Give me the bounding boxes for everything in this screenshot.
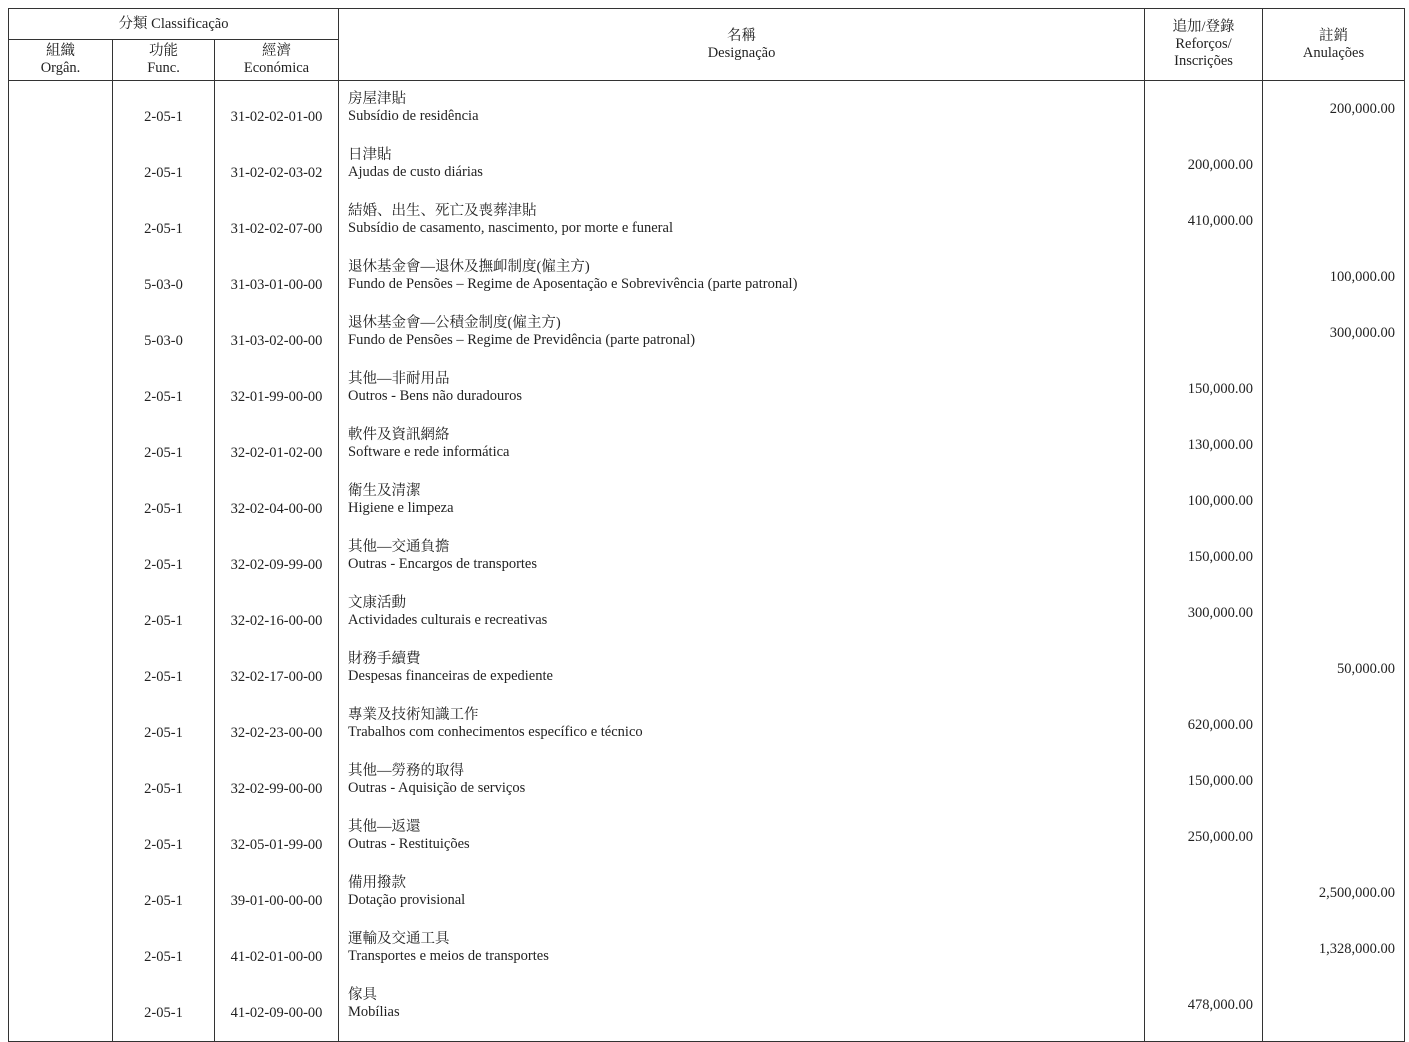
table-body — [9, 81, 1405, 1042]
eco-code: 41-02-01-00-00 — [215, 929, 339, 985]
designation-pt: Outras - Restituições — [348, 836, 470, 852]
organ-cell — [9, 201, 113, 257]
designation-zh: 傢具 — [348, 987, 378, 1003]
designation-zh: 房屋津貼 — [348, 91, 407, 107]
eco-code: 32-02-99-00-00 — [215, 761, 339, 817]
anulacoes-amount — [1263, 985, 1405, 1042]
reforcos-amount: 150,000.00 — [1145, 369, 1263, 425]
anulacoes-amount — [1263, 201, 1405, 257]
designation-zh: 備用撥款 — [348, 875, 407, 891]
eco-code: 32-02-16-00-00 — [215, 593, 339, 649]
designation-zh: 衛生及清潔 — [348, 483, 421, 499]
designation-pt: Outras - Encargos de transportes — [348, 556, 538, 572]
func-code: 2-05-1 — [113, 481, 215, 537]
designation-pt: Actividades culturais e recreativas — [348, 612, 548, 628]
anulacoes-amount — [1263, 593, 1405, 649]
reforcos-amount — [1145, 649, 1263, 705]
designation-pt: Dotação provisional — [348, 892, 466, 908]
eco-code: 32-02-09-99-00 — [215, 537, 339, 593]
func-code: 2-05-1 — [113, 369, 215, 425]
anulacoes-amount — [1263, 145, 1405, 201]
designation-pt: Trabalhos com conhecimentos específico e técnico — [348, 724, 643, 740]
func-header — [113, 40, 215, 81]
designation-pt: Despesas financeiras de expediente — [348, 668, 553, 684]
designation-cell — [339, 705, 1145, 761]
designation-zh: 運輸及交通工具 — [348, 931, 450, 947]
organ-header — [9, 40, 113, 81]
eco-code: 41-02-09-00-00 — [215, 985, 339, 1042]
header-gap — [9, 81, 1405, 90]
organ-cell — [9, 985, 113, 1042]
table-row — [9, 201, 1405, 257]
func-code: 5-03-0 — [113, 257, 215, 313]
organ-cell — [9, 481, 113, 537]
reforcos-label-pt1: Reforços/ — [1175, 36, 1232, 52]
eco-code: 31-03-02-00-00 — [215, 313, 339, 369]
designation-cell — [339, 593, 1145, 649]
organ-cell — [9, 929, 113, 985]
organ-cell — [9, 649, 113, 705]
designation-pt: Outras - Aquisição de serviços — [348, 780, 526, 796]
classification-label: 分類 Classificação — [118, 15, 229, 32]
designation-zh: 文康活動 — [348, 595, 407, 611]
designation-cell — [339, 481, 1145, 537]
reforcos-amount — [1145, 89, 1263, 145]
eco-header — [215, 40, 339, 81]
table-row — [9, 257, 1405, 313]
reforcos-amount: 130,000.00 — [1145, 425, 1263, 481]
table-row — [9, 705, 1405, 761]
anulacoes-amount: 200,000.00 — [1263, 89, 1405, 145]
table-header — [9, 9, 1405, 81]
anulacoes-amount: 1,328,000.00 — [1263, 929, 1405, 985]
reforcos-amount: 150,000.00 — [1145, 761, 1263, 817]
designation-pt: Fundo de Pensões – Regime de Aposentação e Sobrevivência (parte patronal) — [348, 276, 798, 292]
func-code: 2-05-1 — [113, 649, 215, 705]
func-code: 5-03-0 — [113, 313, 215, 369]
organ-cell — [9, 593, 113, 649]
reforcos-amount: 620,000.00 — [1145, 705, 1263, 761]
designation-label-pt: Designação — [707, 44, 776, 61]
reforcos-amount: 100,000.00 — [1145, 481, 1263, 537]
organ-cell — [9, 537, 113, 593]
anulacoes-header — [1263, 9, 1405, 81]
reforcos-amount — [1145, 313, 1263, 369]
designation-cell — [339, 649, 1145, 705]
designation-cell — [339, 761, 1145, 817]
organ-cell — [9, 873, 113, 929]
designation-header — [339, 9, 1145, 81]
organ-cell — [9, 145, 113, 201]
anulacoes-amount — [1263, 481, 1405, 537]
organ-cell — [9, 89, 113, 145]
designation-zh: 軟件及資訊網絡 — [348, 427, 450, 443]
reforcos-amount: 478,000.00 — [1145, 985, 1263, 1042]
func-code: 2-05-1 — [113, 705, 215, 761]
designation-zh: 專業及技術知識工作 — [348, 707, 479, 723]
func-code: 2-05-1 — [113, 537, 215, 593]
budget-table — [8, 8, 1405, 1042]
func-code: 2-05-1 — [113, 929, 215, 985]
table-row — [9, 985, 1405, 1042]
organ-label-pt: Orgân. — [40, 60, 81, 76]
reforcos-amount: 200,000.00 — [1145, 145, 1263, 201]
table-row — [9, 537, 1405, 593]
designation-pt: Higiene e limpeza — [348, 500, 454, 516]
anulacoes-amount — [1263, 425, 1405, 481]
reforcos-amount: 410,000.00 — [1145, 201, 1263, 257]
eco-label-zh: 經濟 — [262, 43, 292, 59]
anulacoes-amount — [1263, 761, 1405, 817]
designation-zh: 其他—交通負擔 — [348, 539, 450, 555]
designation-zh: 退休基金會—退休及撫卹制度(僱主方) — [348, 259, 590, 275]
designation-zh: 其他—勞務的取得 — [348, 763, 465, 779]
table-row — [9, 425, 1405, 481]
func-code: 2-05-1 — [113, 985, 215, 1042]
designation-cell — [339, 425, 1145, 481]
anulacoes-amount: 2,500,000.00 — [1263, 873, 1405, 929]
eco-code: 32-02-04-00-00 — [215, 481, 339, 537]
eco-code: 31-03-01-00-00 — [215, 257, 339, 313]
designation-label-zh: 名稱 — [727, 27, 757, 44]
designation-cell — [339, 89, 1145, 145]
designation-pt: Outros - Bens não duradouros — [348, 388, 523, 404]
eco-code: 31-02-02-01-00 — [215, 89, 339, 145]
func-code: 2-05-1 — [113, 761, 215, 817]
reforcos-amount — [1145, 929, 1263, 985]
designation-cell — [339, 929, 1145, 985]
designation-cell — [339, 257, 1145, 313]
designation-zh: 退休基金會—公積金制度(僱主方) — [348, 315, 561, 331]
table-row — [9, 873, 1405, 929]
func-label-zh: 功能 — [149, 43, 178, 59]
func-code: 2-05-1 — [113, 817, 215, 873]
designation-pt: Transportes e meios de transportes — [348, 948, 549, 964]
anulacoes-amount: 100,000.00 — [1263, 257, 1405, 313]
table-row — [9, 89, 1405, 145]
func-code: 2-05-1 — [113, 145, 215, 201]
organ-cell — [9, 761, 113, 817]
anulacoes-label-pt: Anulações — [1302, 44, 1365, 61]
anulacoes-amount — [1263, 537, 1405, 593]
classification-header — [9, 9, 339, 40]
table-row — [9, 761, 1405, 817]
designation-cell — [339, 145, 1145, 201]
reforcos-amount — [1145, 257, 1263, 313]
designation-pt: Subsídio de casamento, nascimento, por morte e funeral — [348, 220, 673, 236]
func-code: 2-05-1 — [113, 873, 215, 929]
reforcos-amount: 300,000.00 — [1145, 593, 1263, 649]
designation-pt: Software e rede informática — [348, 444, 510, 460]
table-row — [9, 369, 1405, 425]
table-row — [9, 313, 1405, 369]
designation-cell — [339, 313, 1145, 369]
eco-code: 31-02-02-07-00 — [215, 201, 339, 257]
eco-code: 31-02-02-03-02 — [215, 145, 339, 201]
organ-cell — [9, 425, 113, 481]
designation-zh: 日津貼 — [348, 147, 392, 163]
reforcos-label-zh: 追加/登錄 — [1172, 19, 1235, 35]
anulacoes-label-zh: 註銷 — [1319, 27, 1349, 44]
anulacoes-amount — [1263, 817, 1405, 873]
table-row — [9, 593, 1405, 649]
designation-zh: 其他—非耐用品 — [348, 371, 450, 387]
reforcos-amount: 250,000.00 — [1145, 817, 1263, 873]
designation-cell — [339, 873, 1145, 929]
designation-pt: Subsídio de residência — [348, 108, 479, 124]
designation-cell — [339, 817, 1145, 873]
eco-code: 32-02-01-02-00 — [215, 425, 339, 481]
designation-cell — [339, 985, 1145, 1042]
organ-cell — [9, 817, 113, 873]
designation-zh: 其他—返還 — [348, 819, 421, 835]
func-code: 2-05-1 — [113, 425, 215, 481]
eco-code: 32-01-99-00-00 — [215, 369, 339, 425]
reforcos-header — [1145, 9, 1263, 81]
eco-label-pt: Económica — [243, 60, 310, 76]
func-code: 2-05-1 — [113, 201, 215, 257]
table-row — [9, 481, 1405, 537]
designation-cell — [339, 369, 1145, 425]
designation-cell — [339, 201, 1145, 257]
eco-code: 32-05-01-99-00 — [215, 817, 339, 873]
reforcos-amount: 150,000.00 — [1145, 537, 1263, 593]
organ-label-zh: 組織 — [46, 43, 75, 59]
designation-zh: 財務手續費 — [348, 651, 421, 667]
anulacoes-amount — [1263, 369, 1405, 425]
designation-pt: Mobílias — [348, 1004, 400, 1020]
reforcos-amount — [1145, 873, 1263, 929]
designation-zh: 結婚、出生、死亡及喪葬津貼 — [348, 203, 537, 219]
func-code: 2-05-1 — [113, 89, 215, 145]
eco-code: 32-02-17-00-00 — [215, 649, 339, 705]
organ-cell — [9, 369, 113, 425]
anulacoes-amount: 50,000.00 — [1263, 649, 1405, 705]
func-label-pt: Func. — [147, 60, 180, 76]
anulacoes-amount — [1263, 705, 1405, 761]
table-row — [9, 817, 1405, 873]
designation-cell — [339, 537, 1145, 593]
organ-cell — [9, 705, 113, 761]
reforcos-label-pt2: Inscrições — [1174, 53, 1233, 69]
organ-cell — [9, 313, 113, 369]
designation-pt: Fundo de Pensões – Regime de Previdência (parte patronal) — [348, 332, 696, 348]
eco-code: 32-02-23-00-00 — [215, 705, 339, 761]
eco-code: 39-01-00-00-00 — [215, 873, 339, 929]
table-row — [9, 649, 1405, 705]
organ-cell — [9, 257, 113, 313]
designation-pt: Ajudas de custo diárias — [348, 164, 483, 180]
func-code: 2-05-1 — [113, 593, 215, 649]
table-row — [9, 929, 1405, 985]
table-row — [9, 145, 1405, 201]
anulacoes-amount: 300,000.00 — [1263, 313, 1405, 369]
